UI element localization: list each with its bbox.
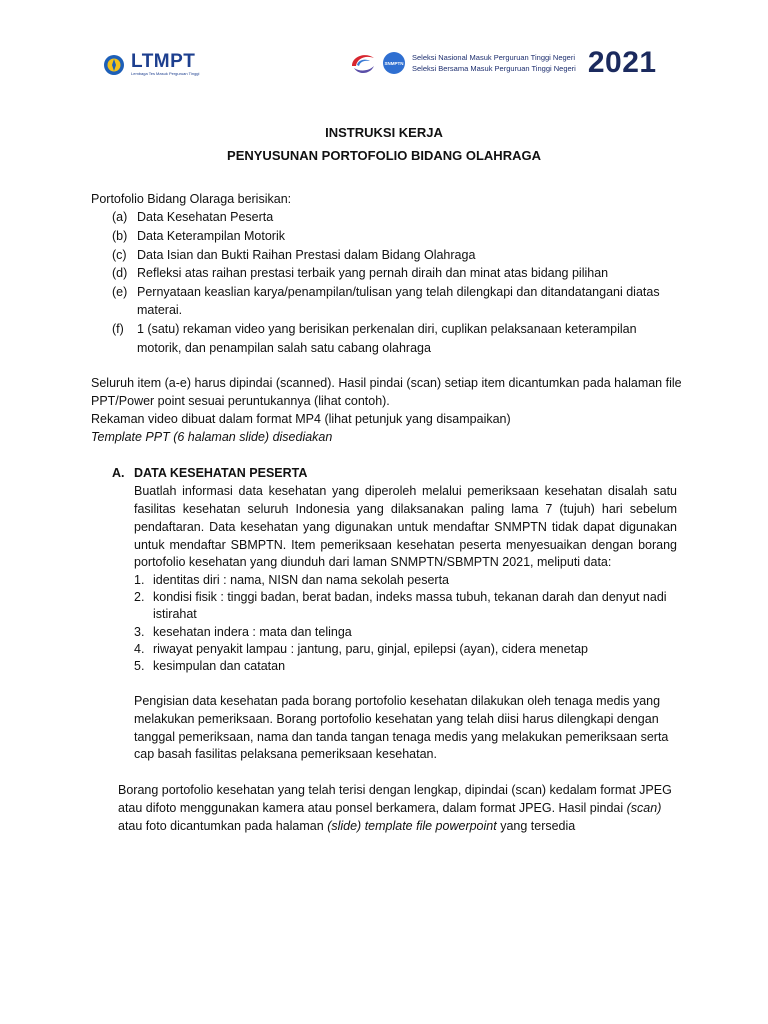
paragraph-line: tanggal pemeriksaan, nama dan tanda tangan tenaga medis yang melakukan pemeriksaan serta bbox=[134, 730, 669, 744]
list-item-label: 5. bbox=[134, 659, 145, 673]
intro-text: Portofolio Bidang Olaraga berisikan: bbox=[91, 192, 292, 206]
ltmpt-logo bbox=[103, 52, 199, 77]
snmptn-line: Seleksi Nasional Masuk Perguruan Tinggi Negeri bbox=[412, 53, 576, 62]
section-a-heading: DATA KESEHATAN PESERTA bbox=[134, 466, 308, 480]
list-item: kesimpulan dan catatan bbox=[153, 659, 286, 673]
list-item-label: 3. bbox=[134, 625, 145, 639]
paragraph-line: portofolio kesehatan yang diunduh dari laman SNMPTN/SBMPTN 2021, meliputi data: bbox=[134, 555, 612, 569]
template-note: Template PPT (6 halaman slide) disediakan bbox=[91, 430, 333, 444]
paragraph-line: cap basah fasilitas pelaksana pemeriksaan kesehatan. bbox=[134, 747, 437, 761]
list-item-continuation: istirahat bbox=[153, 607, 197, 621]
list-item: Refleksi atas raihan prestasi terbaik yang pernah diraih dan minat atas bidang pilihan bbox=[137, 266, 609, 280]
list-item-label: (f) bbox=[112, 322, 124, 336]
ltmpt-name: LTMPT bbox=[131, 51, 196, 72]
title-penyusunan-portofolio: PENYUSUNAN PORTOFOLIO BIDANG OLAHRAGA bbox=[227, 148, 541, 163]
list-item-label: 4. bbox=[134, 642, 145, 656]
paragraph-text: atau difoto menggunakan kamera atau ponsel berkamera, dalam format JPEG. Hasil pindai bbox=[118, 801, 627, 815]
year: 2021 bbox=[587, 46, 657, 79]
list-item: Pernyataan keaslian karya/penampilan/tulisan yang telah dilengkapi dan ditandatangani diatas bbox=[137, 285, 660, 299]
paragraph-line: melakukan pemeriksaan. Borang portofolio kesehatan yang telah diisi harus dilengkapi dengan bbox=[134, 712, 659, 726]
paragraph-line: Borang portofolio kesehatan yang telah terisi dengan lengkap, dipindai (scan) kedalam format JPEG bbox=[118, 783, 672, 797]
list-item-continuation: motorik, dan penampilan salah satu cabang olahraga bbox=[137, 341, 431, 355]
list-item: 1 (satu) rekaman video yang berisikan perkenalan diri, cuplikan pelaksanaan keterampilan bbox=[137, 322, 637, 336]
list-item-label: 1. bbox=[134, 573, 145, 587]
list-item: Data Kesehatan Peserta bbox=[137, 210, 274, 224]
paragraph-line bbox=[118, 817, 575, 836]
list-item: identitas diri : nama, NISN dan nama sekolah peserta bbox=[153, 573, 449, 587]
list-item-label: 2. bbox=[134, 590, 145, 604]
list-item-label: (b) bbox=[112, 229, 128, 243]
slide-template-italic: (slide) template file powerpoint bbox=[327, 819, 497, 833]
ltmpt-subtitle: Lembaga Tes Masuk Perguruan Tinggi bbox=[131, 71, 200, 76]
paragraph-line: untuk mendaftar SBMPTN. Item pemeriksaan kesehatan peserta menyesuaikan dengan borang bbox=[134, 538, 677, 552]
list-item-continuation: materai. bbox=[137, 303, 183, 317]
list-item-label: (a) bbox=[112, 210, 128, 224]
list-item-label: (d) bbox=[112, 266, 128, 280]
list-item-label: (c) bbox=[112, 248, 127, 262]
scan-paragraph-line: Seluruh item (a-e) harus dipindai (scanned). Hasil pindai (scan) setiap item dicantumkan pada halaman file bbox=[91, 376, 682, 390]
list-item: Data Isian dan Bukti Raihan Prestasi dalam Bidang Olahraga bbox=[137, 248, 476, 262]
paragraph-line: fasilitas kesehatan seluruh Indonesia yang dilaksanakan paling lama 7 (tujuh) hari sebelum bbox=[134, 502, 677, 516]
list-item-label: (e) bbox=[112, 285, 128, 299]
scan-paragraph-line: Rekaman video dibuat dalam format MP4 (lihat petunjuk yang disampaikan) bbox=[91, 412, 511, 426]
sbmptn-line: Seleksi Bersama Masuk Perguruan Tinggi Negeri bbox=[412, 64, 576, 73]
paragraph-line: Pengisian data kesehatan pada borang portofolio kesehatan dilakukan oleh tenaga medis yang bbox=[134, 694, 661, 708]
paragraph-line: pendaftaran. Data kesehatan yang digunakan untuk mendaftar SNMPTN tidak dapat digunakan bbox=[134, 520, 677, 534]
section-a-label: A. bbox=[112, 466, 125, 480]
list-item: kesehatan indera : mata dan telinga bbox=[153, 625, 352, 639]
tut-wuri-emblem-icon bbox=[103, 54, 125, 76]
list-item: riwayat penyakit lampau : jantung, paru, ginjal, epilepsi (ayan), cidera menetap bbox=[153, 642, 588, 656]
snmptn-logo bbox=[348, 46, 657, 80]
swirl-logo-icon bbox=[348, 48, 378, 78]
badge-text: SNMPTN bbox=[384, 61, 404, 66]
list-item: kondisi fisik : tinggi badan, berat badan, indeks massa tubuh, tekanan darah dan denyut nadi bbox=[153, 590, 667, 604]
paragraph-line: Buatlah informasi data kesehatan yang diperoleh melalui pemeriksaan kesehatan disalah satu bbox=[134, 484, 677, 498]
scan-italic: (scan) bbox=[626, 801, 662, 815]
paragraph-text: atau foto dicantumkan pada halaman bbox=[118, 819, 328, 833]
title-instruksi-kerja: INSTRUKSI KERJA bbox=[325, 125, 443, 140]
paragraph-text: yang tersedia bbox=[496, 819, 576, 833]
snmptn-badge-icon bbox=[382, 51, 406, 75]
scan-paragraph-line: PPT/Power point sesuai peruntukannya (lihat contoh). bbox=[91, 394, 390, 408]
paragraph-line bbox=[118, 799, 661, 818]
list-item: Data Keterampilan Motorik bbox=[137, 229, 285, 243]
